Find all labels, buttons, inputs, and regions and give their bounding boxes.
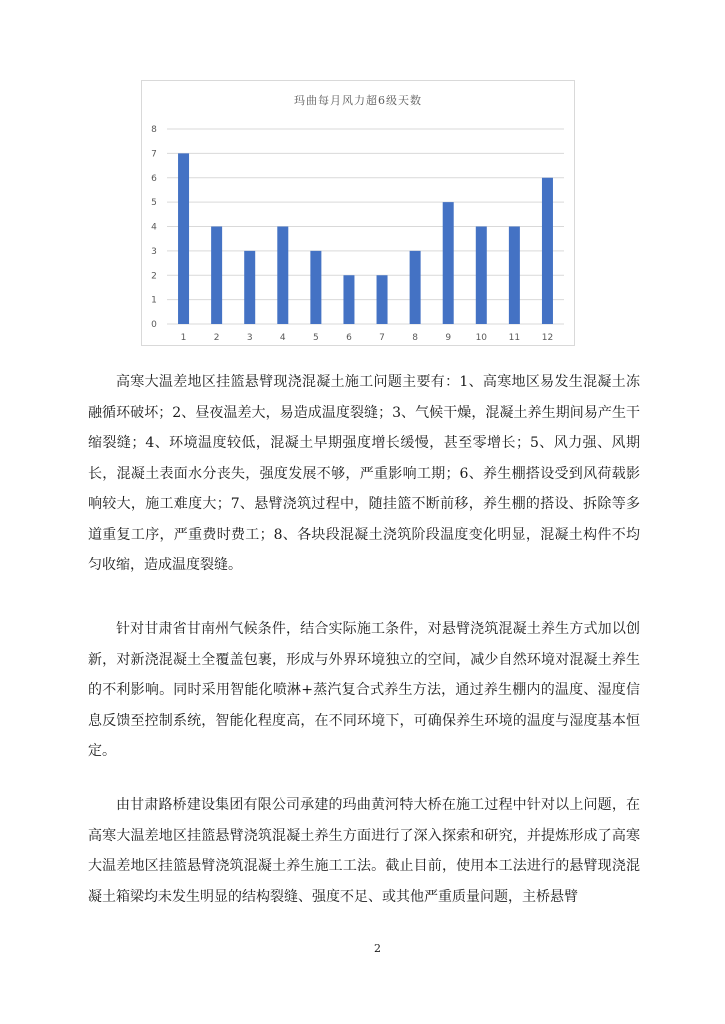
y-tick-label: 4: [151, 222, 157, 233]
x-tick-label: 10: [475, 333, 488, 343]
x-tick-label: 2: [213, 333, 220, 343]
paragraph-curing-innovation: 针对甘肃省甘南州气候条件，结合实际施工条件，对悬臂浇筑混凝土养生方式加以创新，对新浇混凝土全覆盖包裹，形成与外界环境独立的空间，减少自然环境对混凝土养生的不利影响。同时采用智能化喷淋+蒸汽复合式养生方法，通过养生棚内的温度、湿度信息反馈至控制系统，智能化程度高，在不同环境下，可确保养生环境的温度与湿度基本恒定。: [88, 621, 640, 759]
x-tick-label: 12: [541, 333, 554, 343]
x-axis-ticks: [181, 333, 554, 343]
x-tick-label: 1: [180, 333, 187, 343]
chart-canvas: [142, 81, 574, 345]
chart-gridlines: [167, 129, 564, 324]
chart-bars: [178, 153, 553, 324]
page-number: 2: [374, 942, 381, 955]
bar-month-12: [542, 178, 553, 324]
y-tick-label: 1: [151, 295, 157, 306]
y-tick-label: 0: [151, 320, 157, 330]
y-tick-label: 3: [151, 246, 157, 257]
x-tick-label: 6: [346, 333, 352, 343]
x-tick-label: 7: [379, 333, 385, 343]
bar-month-5: [310, 251, 321, 324]
y-axis-ticks: [151, 125, 157, 330]
x-tick-label: 9: [445, 333, 452, 343]
y-tick-label: 2: [151, 271, 157, 282]
chart-title: 玛曲每月风力超6级天数: [294, 94, 422, 107]
y-tick-label: 7: [151, 149, 157, 160]
x-tick-label: 5: [313, 333, 319, 343]
x-tick-label: 8: [412, 333, 418, 343]
bar-month-8: [410, 251, 421, 324]
y-tick-label: 6: [151, 173, 157, 184]
bar-month-6: [343, 275, 354, 324]
bar-month-4: [277, 227, 288, 325]
y-tick-label: 5: [151, 198, 157, 209]
bar-month-9: [443, 202, 454, 324]
paragraph-construction-problems: 高寒大温差地区挂篮悬臂现浇混凝土施工问题主要有：1、高寒地区易发生混凝土冻融循环破坏；2、昼夜温差大，易造成温度裂缝；3、气候干燥，混凝土养生期间易产生干缩裂缝；4、环境温度较低，混凝土早期强度增长缓慢，甚至零增长；5、风力强、风期长，混凝土表面水分丧失，强度发展不够，严重影响工期；6、养生棚搭设受到风荷载影响较大，施工难度大；7、悬臂浇筑过程中，随挂篮不断前移，养生棚的搭设、拆除等多道重复工序，严重费时费工；8、各块段混凝土浇筑阶段温度变化明显，混凝土构件不均匀收缩，造成温度裂缝。: [88, 374, 640, 573]
bar-month-2: [211, 227, 222, 325]
x-tick-label: 3: [246, 333, 253, 343]
bar-month-3: [244, 251, 255, 324]
x-tick-label: 11: [508, 333, 521, 343]
bar-month-1: [178, 153, 189, 324]
bar-month-10: [476, 227, 487, 325]
paragraph-project-application: 由甘肃路桥建设集团有限公司承建的玛曲黄河特大桥在施工过程中针对以上问题，在高寒大温差地区挂篮悬臂浇筑混凝土养生方面进行了深入探索和研究，并提炼形成了高寒大温差地区挂篮悬臂浇筑混凝土养生施工工法。截止目前，使用本工法进行的悬臂现浇混凝土箱梁均未发生明显的结构裂缝、强度不足、或其他严重质量问题，主桥悬臂: [88, 797, 640, 905]
y-tick-label: 8: [151, 125, 157, 135]
bar-month-7: [377, 275, 388, 324]
bar-chart: [141, 80, 575, 346]
x-tick-label: 4: [279, 333, 286, 343]
bar-month-11: [509, 227, 520, 325]
